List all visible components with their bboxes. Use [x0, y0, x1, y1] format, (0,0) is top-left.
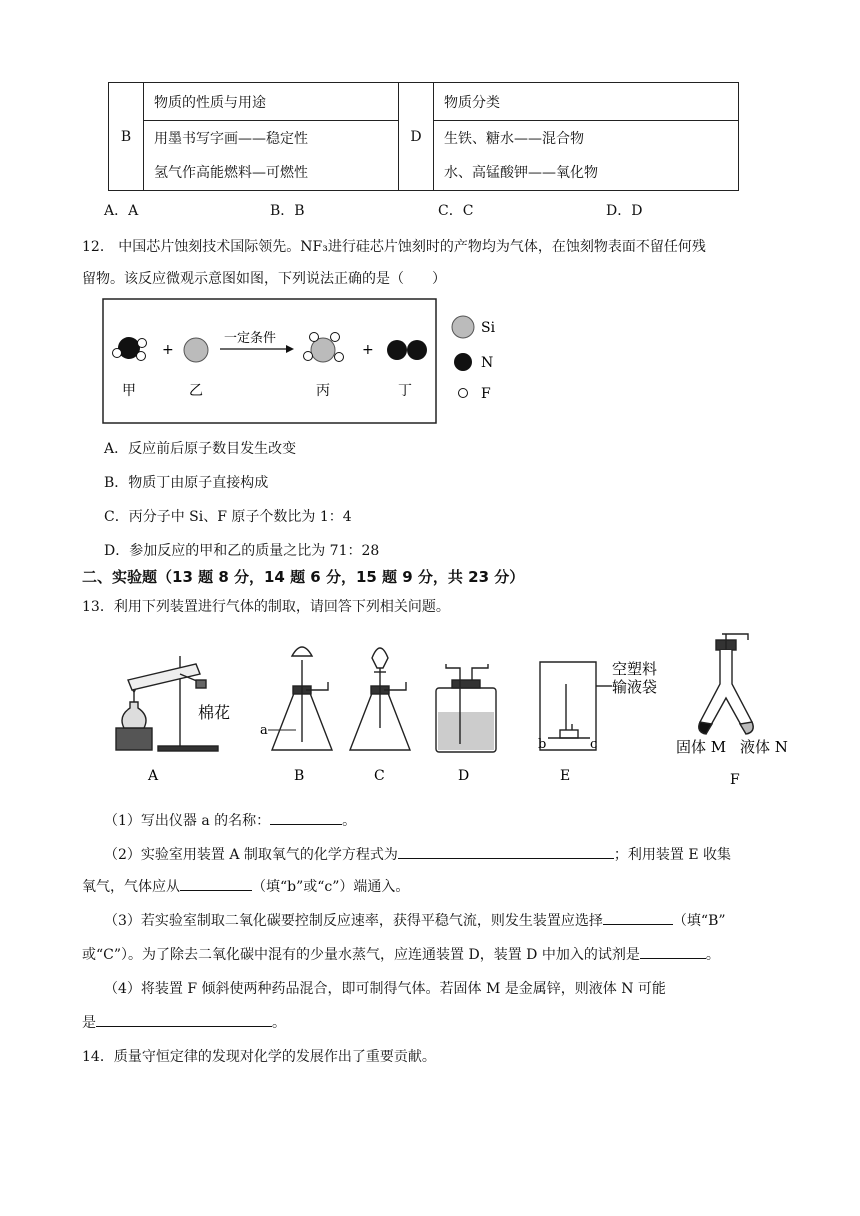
label-b: b	[538, 737, 547, 752]
q14-stem: 14．质量守恒定律的发现对化学的发展作出了重要贡献。	[82, 1049, 436, 1065]
q13-part4-text-b: 是	[82, 1015, 96, 1031]
q13-part2-line2	[82, 876, 409, 896]
q13-part2-text-c: 氧气，气体应从	[82, 879, 180, 895]
q13-part2-line1	[104, 844, 731, 864]
q13-part2-text-b: ；利用装置 E 收集	[613, 847, 732, 863]
q12-option-c: C．丙分子中 Si、F 原子个数比为 1：4	[104, 509, 352, 525]
label-bag-line2: 输液袋	[612, 678, 658, 696]
q13-part1-end: 。	[342, 813, 357, 829]
legend-f-atom	[459, 389, 468, 398]
label-c: c	[590, 737, 598, 752]
q13-answer-blank-1[interactable]	[270, 810, 342, 825]
condition-label: 一定条件	[224, 331, 277, 346]
q12-option-d: D．参加反应的甲和乙的质量之比为 71：28	[104, 543, 380, 559]
q13-part3-line2	[82, 944, 720, 964]
q11-b-body	[144, 121, 399, 191]
q13-answer-blank-2[interactable]	[398, 844, 614, 859]
q12-option-b: B．物质丁由原子直接构成	[104, 475, 269, 491]
apparatus-d	[436, 664, 496, 752]
molecule-jia	[113, 337, 147, 361]
q13-part3-text-b: （填“B”	[672, 913, 726, 929]
q11-d-body	[434, 121, 739, 191]
plus-sign-2: +	[362, 342, 374, 358]
label-yi: 乙	[189, 383, 203, 399]
q11-d-line1: 生铁、糖水——混合物	[444, 130, 584, 147]
label-mianhua: 棉花	[198, 703, 231, 722]
apparatus-c	[350, 648, 410, 750]
molecule-bing	[304, 333, 344, 363]
q13-part2-text-a: （2）实验室用装置 A 制取氧气的化学方程式为	[104, 847, 398, 863]
apparatus-label-e: E	[560, 768, 571, 784]
label-ding: 丁	[398, 383, 412, 399]
legend-si-atom	[452, 316, 474, 338]
q11-d-header: 物质分类	[434, 83, 739, 121]
diagram-frame	[103, 299, 436, 423]
q12-stem-line1: 12． 中国芯片蚀刻技术国际领先。NF₃进行硅芯片蚀刻时的产物均为气体，在蚀刻物表面不留任何残	[82, 239, 706, 255]
q13-answer-blank-6[interactable]	[96, 1012, 272, 1027]
q11-d-letter: D	[399, 83, 434, 191]
apparatus-label-d: D	[458, 768, 470, 784]
q11-d-line2: 水、高锰酸钾——氧化物	[444, 164, 598, 181]
apparatus-label-b: B	[294, 768, 305, 784]
label-bing: 丙	[316, 383, 330, 399]
q11-b-line1: 用墨书写字画——稳定性	[154, 130, 308, 147]
q13-answer-blank-4[interactable]	[603, 910, 673, 925]
legend-n: N	[481, 355, 494, 371]
label-bag-line1: 空塑料	[612, 660, 658, 678]
molecule-yi	[184, 338, 208, 362]
q11-choice-d: D．D	[606, 203, 643, 219]
apparatus-label-a: A	[148, 768, 159, 784]
q11-choice-a: A．A	[104, 203, 139, 219]
q13-part4-line1: （4）将装置 F 倾斜使两种药品混合，即可制得气体。若固体 M 是金属锌，则液体 N 可能	[104, 981, 666, 997]
q13-answer-blank-5[interactable]	[640, 944, 706, 959]
q12-reaction-diagram	[100, 296, 500, 426]
q13-part3-text-d: 。	[705, 947, 720, 963]
q13-part4-text-c: 。	[272, 1015, 286, 1031]
apparatus-e	[540, 662, 612, 750]
q11-b-line2: 氢气作高能燃料—可燃性	[154, 164, 308, 181]
q13-part1	[104, 810, 356, 830]
apparatus-label-c: C	[374, 768, 385, 784]
q12-stem-line2: 留物。该反应微观示意图如图，下列说法正确的是（ ）	[82, 271, 446, 287]
plus-sign-1: +	[162, 342, 174, 358]
label-a: a	[260, 723, 268, 738]
molecule-ding	[387, 340, 427, 360]
apparatus-label-f: F	[730, 772, 740, 788]
apparatus-f	[699, 634, 753, 734]
legend-si: Si	[481, 320, 496, 336]
q13-part2-text-d: （填“b”或“c”）端通入。	[252, 879, 410, 895]
q11-b-header: 物质的性质与用途	[144, 83, 399, 121]
q13-part4-line2	[82, 1012, 286, 1032]
q11-choice-c: C．C	[438, 203, 474, 219]
q11-b-letter: B	[109, 83, 144, 191]
q13-apparatus-diagram	[100, 628, 800, 790]
legend-n-atom	[454, 353, 472, 371]
q13-part3-line1	[104, 910, 726, 930]
q13-stem: 13．利用下列装置进行气体的制取，请回答下列相关问题。	[82, 599, 450, 615]
q11-option-table	[108, 82, 739, 191]
q13-part3-text-a: （3）若实验室制取二氧化碳要控制反应速率，获得平稳气流，则发生装置应选择	[104, 913, 603, 929]
section-2-heading: 二、实验题（13 题 8 分，14 题 6 分，15 题 9 分，共 23 分）	[82, 568, 525, 586]
q13-part1-text: （1）写出仪器 a 的名称：	[104, 813, 271, 829]
label-liquid-n: 液体 N	[740, 738, 788, 756]
q11-choice-b: B．B	[270, 203, 305, 219]
label-jia: 甲	[122, 383, 136, 399]
apparatus-b	[272, 647, 332, 750]
legend-f: F	[481, 386, 491, 402]
q13-answer-blank-3[interactable]	[180, 876, 252, 891]
q12-option-a: A．反应前后原子数目发生改变	[104, 441, 297, 457]
q13-part3-text-c: 或“C”）。为了除去二氧化碳中混有的少量水蒸气，应连通装置 D，装置 D 中加入的试剂是	[82, 947, 640, 963]
label-solid-m: 固体 M	[676, 738, 727, 756]
